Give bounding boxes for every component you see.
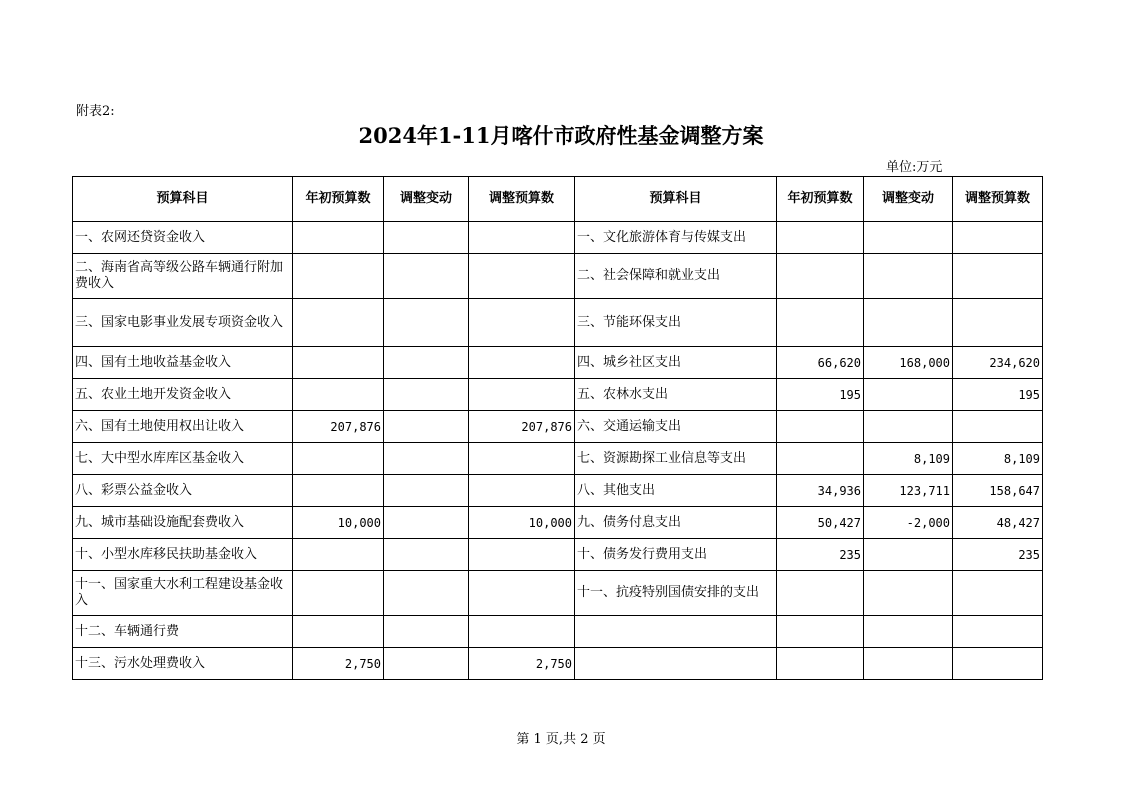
income-initial-cell <box>293 539 384 571</box>
income-adjusted-cell <box>469 379 575 411</box>
income-initial-cell <box>293 254 384 299</box>
income-subject-cell: 十三、污水处理费收入 <box>73 648 293 680</box>
expense-initial-cell <box>777 616 864 648</box>
expense-subject-cell: 四、城乡社区支出 <box>575 347 777 379</box>
expense-change-cell: 168,000 <box>864 347 953 379</box>
expense-initial-cell <box>777 222 864 254</box>
expense-subject-cell: 十、债务发行费用支出 <box>575 539 777 571</box>
header-expense-change: 调整变动 <box>864 177 953 222</box>
income-adjusted-cell: 2,750 <box>469 648 575 680</box>
expense-adjusted-cell: 235 <box>953 539 1043 571</box>
expense-initial-cell: 235 <box>777 539 864 571</box>
expense-subject-cell: 七、资源勘探工业信息等支出 <box>575 443 777 475</box>
income-change-cell <box>384 616 469 648</box>
expense-adjusted-cell: 158,647 <box>953 475 1043 507</box>
income-change-cell <box>384 299 469 347</box>
expense-subject-cell <box>575 648 777 680</box>
expense-adjusted-cell <box>953 616 1043 648</box>
income-change-cell <box>384 571 469 616</box>
appendix-label: 附表2: <box>76 104 115 119</box>
income-initial-cell: 207,876 <box>293 411 384 443</box>
income-change-cell <box>384 539 469 571</box>
income-adjusted-cell: 10,000 <box>469 507 575 539</box>
expense-initial-cell <box>777 299 864 347</box>
income-subject-cell: 七、大中型水库库区基金收入 <box>73 443 293 475</box>
header-income-change: 调整变动 <box>384 177 469 222</box>
income-adjusted-cell <box>469 299 575 347</box>
header-expense-initial: 年初预算数 <box>777 177 864 222</box>
header-expense-adjusted: 调整预算数 <box>953 177 1043 222</box>
table-row <box>73 347 1043 379</box>
income-adjusted-cell <box>469 539 575 571</box>
income-change-cell <box>384 222 469 254</box>
expense-subject-cell: 二、社会保障和就业支出 <box>575 254 777 299</box>
table-row <box>73 475 1043 507</box>
expense-adjusted-cell <box>953 648 1043 680</box>
expense-subject-cell: 十一、抗疫特别国债安排的支出 <box>575 571 777 616</box>
expense-change-cell <box>864 411 953 443</box>
income-subject-cell: 十二、车辆通行费 <box>73 616 293 648</box>
expense-subject-cell: 一、文化旅游体育与传媒支出 <box>575 222 777 254</box>
expense-adjusted-cell <box>953 411 1043 443</box>
income-initial-cell <box>293 379 384 411</box>
budget-adjustment-table <box>72 176 1043 680</box>
expense-change-cell <box>864 571 953 616</box>
income-adjusted-cell <box>469 616 575 648</box>
income-subject-cell: 四、国有土地收益基金收入 <box>73 347 293 379</box>
table-row <box>73 254 1043 299</box>
expense-initial-cell <box>777 648 864 680</box>
income-subject-cell: 十、小型水库移民扶助基金收入 <box>73 539 293 571</box>
expense-initial-cell <box>777 571 864 616</box>
expense-change-cell <box>864 539 953 571</box>
expense-initial-cell <box>777 443 864 475</box>
table-row <box>73 299 1043 347</box>
income-adjusted-cell <box>469 475 575 507</box>
income-subject-cell: 六、国有土地使用权出让收入 <box>73 411 293 443</box>
expense-change-cell <box>864 616 953 648</box>
income-subject-cell: 三、国家电影事业发展专项资金收入 <box>73 299 293 347</box>
table-row <box>73 648 1043 680</box>
expense-initial-cell <box>777 411 864 443</box>
header-expense-subject: 预算科目 <box>575 177 777 222</box>
table-row <box>73 443 1043 475</box>
expense-subject-cell: 八、其他支出 <box>575 475 777 507</box>
table-row <box>73 539 1043 571</box>
income-change-cell <box>384 379 469 411</box>
income-initial-cell <box>293 616 384 648</box>
table-row <box>73 411 1043 443</box>
income-subject-cell: 二、海南省高等级公路车辆通行附加费收入 <box>73 254 293 299</box>
income-subject-cell: 一、农网还贷资金收入 <box>73 222 293 254</box>
income-subject-cell: 十一、国家重大水利工程建设基金收入 <box>73 571 293 616</box>
expense-change-cell <box>864 254 953 299</box>
expense-initial-cell: 50,427 <box>777 507 864 539</box>
page-number: 第 1 页,共 2 页 <box>516 732 606 747</box>
income-change-cell <box>384 475 469 507</box>
expense-initial-cell: 66,620 <box>777 347 864 379</box>
header-income-subject: 预算科目 <box>73 177 293 222</box>
expense-subject-cell <box>575 616 777 648</box>
expense-adjusted-cell: 8,109 <box>953 443 1043 475</box>
income-initial-cell <box>293 475 384 507</box>
income-initial-cell: 10,000 <box>293 507 384 539</box>
unit-label: 单位:万元 <box>886 160 943 175</box>
table-row <box>73 571 1043 616</box>
income-adjusted-cell <box>469 571 575 616</box>
expense-change-cell <box>864 222 953 254</box>
expense-adjusted-cell: 48,427 <box>953 507 1043 539</box>
expense-change-cell: -2,000 <box>864 507 953 539</box>
income-change-cell <box>384 347 469 379</box>
expense-adjusted-cell <box>953 254 1043 299</box>
income-adjusted-cell <box>469 443 575 475</box>
income-initial-cell <box>293 571 384 616</box>
expense-adjusted-cell <box>953 299 1043 347</box>
income-initial-cell <box>293 299 384 347</box>
income-initial-cell <box>293 222 384 254</box>
expense-adjusted-cell <box>953 571 1043 616</box>
income-change-cell <box>384 507 469 539</box>
income-change-cell <box>384 411 469 443</box>
income-change-cell <box>384 648 469 680</box>
table-row <box>73 222 1043 254</box>
table-row <box>73 616 1043 648</box>
expense-initial-cell <box>777 254 864 299</box>
income-subject-cell: 五、农业土地开发资金收入 <box>73 379 293 411</box>
expense-initial-cell: 34,936 <box>777 475 864 507</box>
income-subject-cell: 八、彩票公益金收入 <box>73 475 293 507</box>
income-initial-cell: 2,750 <box>293 648 384 680</box>
expense-subject-cell: 五、农林水支出 <box>575 379 777 411</box>
table-row <box>73 379 1043 411</box>
table-row <box>73 507 1043 539</box>
expense-change-cell <box>864 299 953 347</box>
expense-adjusted-cell: 234,620 <box>953 347 1043 379</box>
expense-change-cell <box>864 379 953 411</box>
expense-change-cell: 8,109 <box>864 443 953 475</box>
expense-adjusted-cell: 195 <box>953 379 1043 411</box>
income-initial-cell <box>293 443 384 475</box>
expense-subject-cell: 三、节能环保支出 <box>575 299 777 347</box>
income-change-cell <box>384 254 469 299</box>
expense-change-cell: 123,711 <box>864 475 953 507</box>
expense-subject-cell: 六、交通运输支出 <box>575 411 777 443</box>
income-change-cell <box>384 443 469 475</box>
income-adjusted-cell <box>469 347 575 379</box>
expense-change-cell <box>864 648 953 680</box>
expense-initial-cell: 195 <box>777 379 864 411</box>
income-adjusted-cell <box>469 254 575 299</box>
income-initial-cell <box>293 347 384 379</box>
income-adjusted-cell: 207,876 <box>469 411 575 443</box>
document-title: 2024年1-11月喀什市政府性基金调整方案 <box>358 123 764 148</box>
table-header-row <box>73 177 1043 222</box>
header-income-adjusted: 调整预算数 <box>469 177 575 222</box>
income-adjusted-cell <box>469 222 575 254</box>
income-subject-cell: 九、城市基础设施配套费收入 <box>73 507 293 539</box>
header-income-initial: 年初预算数 <box>293 177 384 222</box>
expense-adjusted-cell <box>953 222 1043 254</box>
expense-subject-cell: 九、债务付息支出 <box>575 507 777 539</box>
